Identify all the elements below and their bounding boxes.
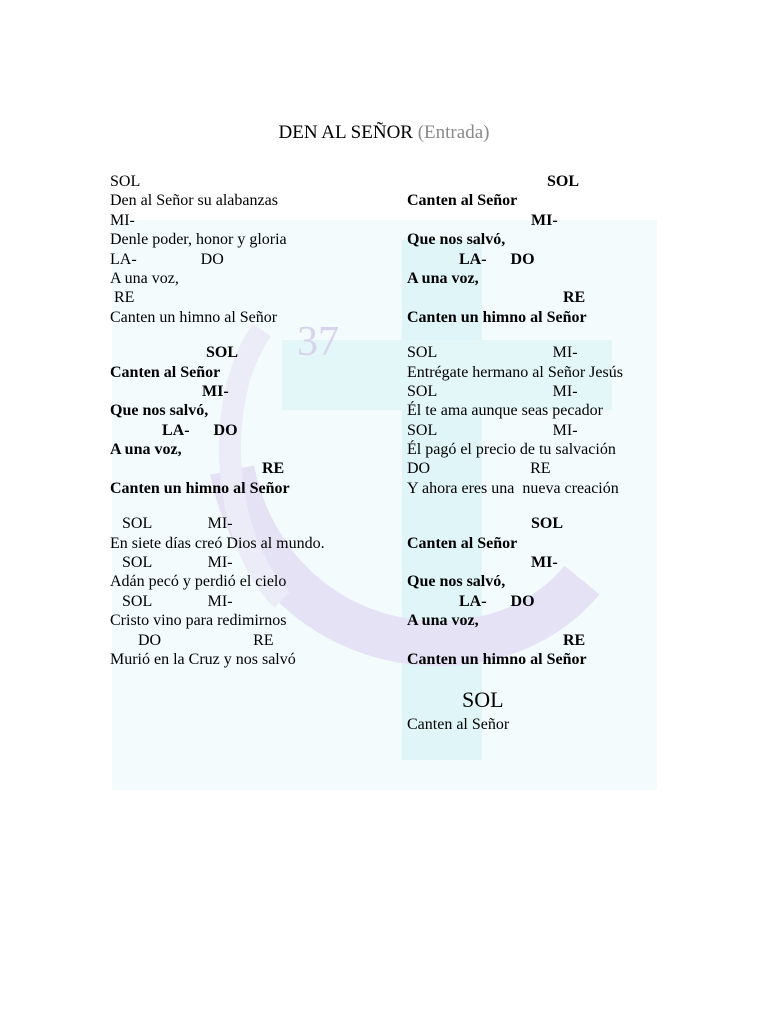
lyric-line: SOL MI- [110,554,233,572]
lyric-line: Canten un himno al Señor [110,308,278,326]
lyric-line: SOL [110,173,141,190]
stanza-gap [407,327,667,343]
lyric-line: Den al Señor su alabanzas [110,192,278,210]
lyric-line: Que nos salvó, [110,402,209,420]
title-main: DEN AL SEÑOR [278,122,413,143]
title-subtitle: (Entrada) [417,122,490,143]
stanza-gap [407,498,667,514]
lyric-line: LA- DO [110,250,224,268]
lyric-line: Que nos salvó, [407,231,506,249]
lyric-line: A una voz, [110,441,182,459]
lyric-line: RE [110,289,135,307]
lyric-line: MI- [407,554,558,572]
lyric-line: RE [110,460,285,478]
lyric-line: SOL MI- [110,592,233,610]
lyric-line: MI- [110,211,135,229]
stanza-gap [407,669,667,685]
lyric-line: Canten al Señor [407,534,518,552]
lyric-line: Murió en la Cruz y nos salvó [110,650,296,668]
lyric-line: SOL [407,173,580,190]
right-column [407,172,667,735]
lyric-line: Canten al Señor [407,716,510,734]
lyric-line: Entrégate hermano al Señor Jesús [407,363,623,381]
lyric-line: Denle poder, honor y gloria [110,231,287,249]
lyric-line: SOL [110,344,239,362]
lyric-line: Adán pecó y perdió el cielo [110,573,287,591]
lyric-line: Él pagó el precio de tu salvación [407,441,616,459]
lyric-line: DO RE [110,631,274,649]
stanza-gap [110,498,400,514]
lyric-line: LA- DO [110,421,238,439]
lyric-line: SOL [407,515,564,533]
lyric-line: Canten al Señor [110,363,221,381]
lyric-line: SOL MI- [110,515,233,533]
lyric-line: SOL MI- [407,344,578,362]
lyric-line: A una voz, [407,269,479,287]
lyric-line: Canten un himno al Señor [407,308,587,326]
lyric-line: Canten un himno al Señor [110,479,290,497]
lyric-line: Y ahora eres una nueva creación [407,479,619,497]
watermark-number: 37 [297,319,339,365]
lyric-line: RE [407,289,586,307]
lyric-line: DO RE [407,460,551,478]
lyric-line: Canten un himno al Señor [407,650,587,668]
lyric-line: LA- DO [407,592,535,610]
left-column [110,172,400,669]
lyric-line: A una voz, [110,269,179,287]
lyric-line: Él te ama aunque seas pecador [407,402,603,420]
lyric-line: MI- [110,382,229,400]
lyric-line: Canten al Señor [407,192,518,210]
lyric-line: SOL MI- [407,382,578,400]
lyric-line: Cristo vino para redimirnos [110,612,287,630]
lyric-line: SOL [407,687,504,713]
lyric-line: LA- DO [407,250,535,268]
stanza-gap [110,327,400,343]
lyric-line: MI- [407,211,558,229]
lyric-line: A una voz, [407,612,479,630]
page-title [0,121,768,145]
lyric-line: Que nos salvó, [407,573,506,591]
lyric-line: SOL MI- [407,421,578,439]
lyric-line: RE [407,631,586,649]
lyric-line: En siete días creó Dios al mundo. [110,534,325,552]
